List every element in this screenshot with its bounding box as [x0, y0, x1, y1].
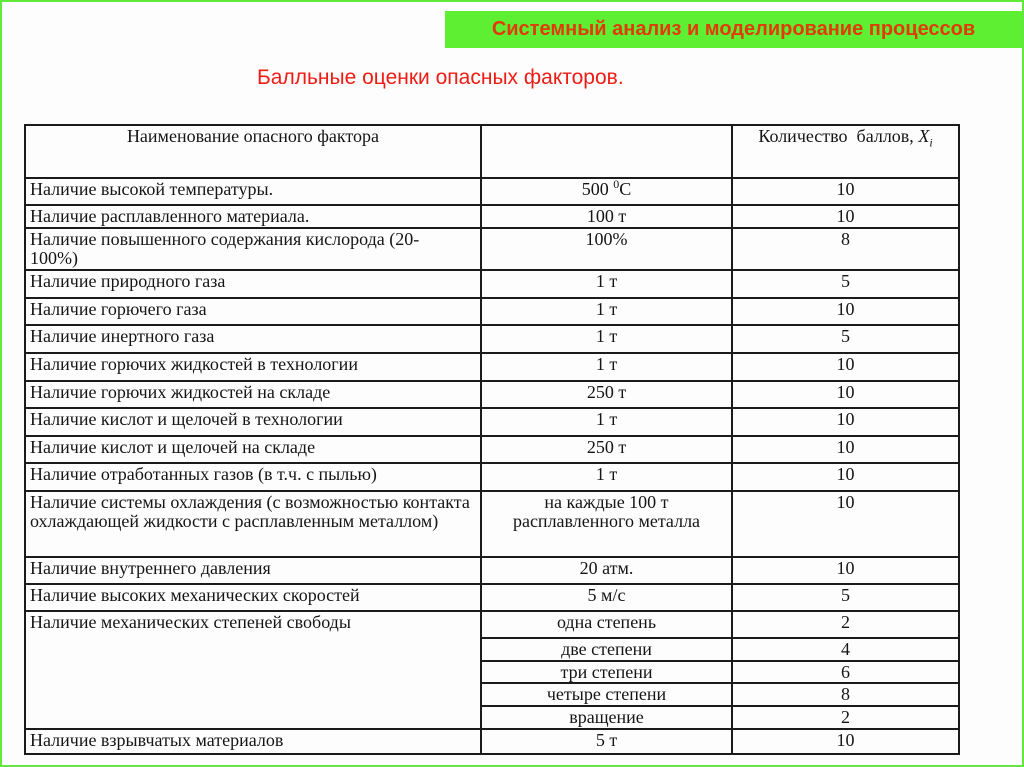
- score-cell: 2: [732, 611, 959, 638]
- factor-column-header: Наименование опасного фактора: [25, 125, 481, 178]
- table-row: [25, 557, 959, 584]
- table-row: [25, 729, 959, 754]
- table-row: [25, 178, 959, 205]
- factor-name-cell: Наличие взрывчатых материалов: [25, 729, 481, 754]
- score-column-header: Количество баллов, $X_i$: [732, 125, 959, 178]
- score-cell: 10: [732, 557, 959, 584]
- table-row: [25, 353, 959, 381]
- value-cell: 500 $^0$С: [481, 178, 732, 205]
- slide-title-text: Балльные оценки опасных факторов.: [257, 66, 624, 89]
- value-cell: одна степень: [481, 611, 732, 638]
- value-cell: 100%: [481, 228, 732, 270]
- score-cell: 6: [732, 661, 959, 684]
- factor-name-cell: Наличие горючих жидкостей на складе: [25, 381, 481, 408]
- table-row: [25, 205, 959, 228]
- score-cell: 10: [732, 381, 959, 408]
- hazard-factors-table: [24, 124, 960, 755]
- table-row: [25, 270, 959, 298]
- value-cell: четыре степени: [481, 683, 732, 706]
- table-row: [25, 491, 959, 557]
- table-row: [25, 408, 959, 436]
- score-cell: 10: [732, 353, 959, 381]
- factor-name-cell: Наличие горючих жидкостей в технологии: [25, 353, 481, 381]
- course-title-banner: [445, 11, 1022, 48]
- score-cell: 10: [732, 178, 959, 205]
- score-cell: 5: [732, 270, 959, 298]
- factor-name-cell: Наличие расплавленного материала.: [25, 205, 481, 228]
- value-cell: 20 атм.: [481, 557, 732, 584]
- value-cell: 1 т: [481, 298, 732, 325]
- factor-name-cell: Наличие внутреннего давления: [25, 557, 481, 584]
- score-cell: 8: [732, 228, 959, 270]
- value-cell: 1 т: [481, 325, 732, 353]
- factor-name-cell: Наличие кислот и щелочей в технологии: [25, 408, 481, 436]
- slide-title: [257, 64, 624, 92]
- factor-name-cell: Наличие повышенного содержания кислорода (20-100%): [25, 228, 481, 270]
- table-row: [25, 381, 959, 408]
- factor-name-cell-merged: Наличие механических степеней свободы: [25, 611, 481, 730]
- table-row: [25, 436, 959, 463]
- table-row: [25, 584, 959, 611]
- score-cell: 10: [732, 491, 959, 557]
- value-cell: вращение: [481, 706, 732, 729]
- table-header-row: [25, 125, 959, 178]
- score-cell: 5: [732, 325, 959, 353]
- value-cell: 100 т: [481, 205, 732, 228]
- table-row: [25, 325, 959, 353]
- factor-name-cell: Наличие отработанных газов (в т.ч. с пылью): [25, 463, 481, 491]
- value-cell: 5 м/с: [481, 584, 732, 611]
- score-cell: 10: [732, 205, 959, 228]
- value-cell: 1 т: [481, 270, 732, 298]
- score-cell: 5: [732, 584, 959, 611]
- value-cell: две степени: [481, 638, 732, 661]
- course-title-text: Системный анализ и моделирование процессов: [491, 18, 976, 40]
- factor-name-cell: Наличие высокой температуры.: [25, 178, 481, 205]
- factor-name-cell: Наличие системы охлаждения (с возможностью контакта охлаждающей жидкости с расплавленным металлом): [25, 491, 481, 557]
- value-column-header: [481, 125, 732, 178]
- score-cell: 4: [732, 638, 959, 661]
- score-cell: 10: [732, 298, 959, 325]
- table-row: [25, 463, 959, 491]
- factor-name-cell: Наличие инертного газа: [25, 325, 481, 353]
- score-cell: 8: [732, 683, 959, 706]
- value-cell: 250 т: [481, 436, 732, 463]
- score-cell: 10: [732, 463, 959, 491]
- score-cell: 10: [732, 729, 959, 754]
- factor-name-cell: Наличие высоких механических скоростей: [25, 584, 481, 611]
- score-cell: 10: [732, 408, 959, 436]
- value-cell: три степени: [481, 661, 732, 684]
- factor-name-cell: Наличие природного газа: [25, 270, 481, 298]
- value-cell: 5 т: [481, 729, 732, 754]
- value-cell: на каждые 100 т расплавленного металла: [481, 491, 732, 557]
- score-cell: 10: [732, 436, 959, 463]
- value-cell: 1 т: [481, 463, 732, 491]
- value-cell: 1 т: [481, 408, 732, 436]
- table-row: [25, 611, 959, 638]
- table-row: [25, 228, 959, 270]
- score-cell: 2: [732, 706, 959, 729]
- factor-name-cell: Наличие горючего газа: [25, 298, 481, 325]
- value-cell: 1 т: [481, 353, 732, 381]
- factor-name-cell: Наличие кислот и щелочей на складе: [25, 436, 481, 463]
- table-row: [25, 298, 959, 325]
- value-cell: 250 т: [481, 381, 732, 408]
